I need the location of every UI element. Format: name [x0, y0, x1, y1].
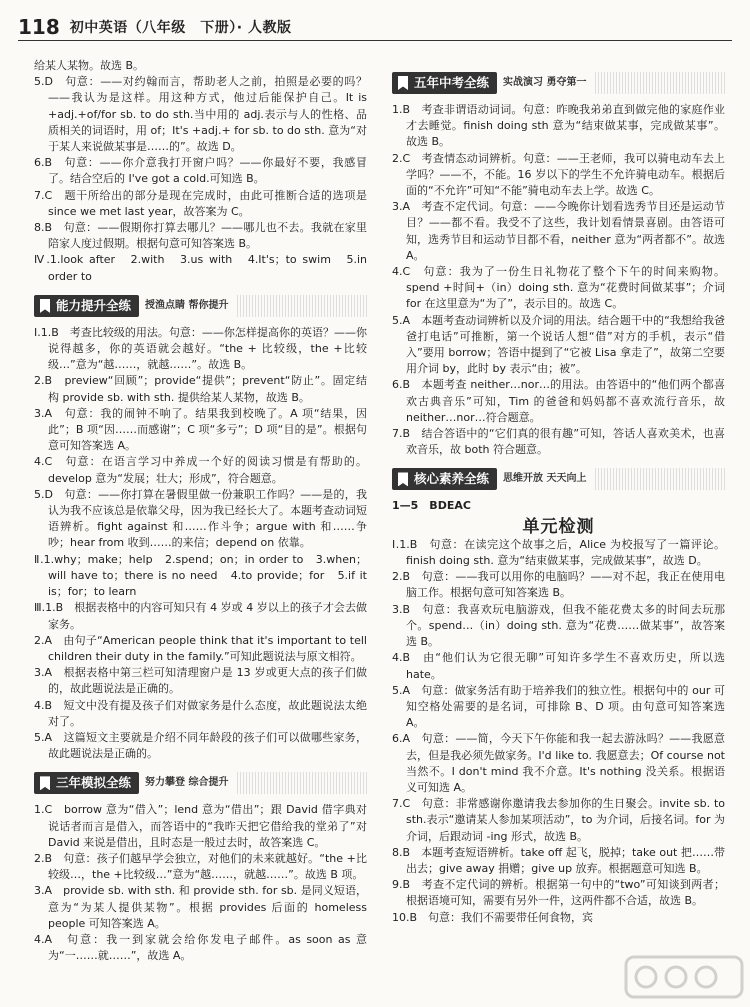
answer-item: 6.B 本题考查 neither…nor…的用法。由答语中的“他们两个都喜欢古典音乐”可知，Tim 的爸爸和妈妈都不喜欢流行音乐，故 neither…nor…符合题意。: [392, 378, 725, 424]
answer-item: 7.C 句意：非常感谢你邀请我去参加你的生日聚会。invite sb. to sth.表示“邀请某人参加某项活动”，to 为介词，后接名词。for 为介词，后跟动词 -ing 形式，故选 B。: [392, 797, 725, 843]
answer-item: 5.A 这篇短文主要就是介绍不同年龄段的孩子们可以做哪些家务，故此题说法是正确的。: [34, 730, 367, 761]
bookmark-icon: [40, 299, 50, 313]
banner-subtitle: 实战演习 勇夺第一: [503, 76, 587, 88]
banner-rule: [595, 72, 726, 94]
answer-item: 8.B 本题考查短语辨析。take off 起飞，脱掉；take out 把……带出去；give away 捐赠；give up 放弃。根据题意可知选 B。: [392, 845, 725, 875]
banner-subtitle: 思维开放 天天向上: [503, 473, 587, 485]
bookmark-icon: [40, 776, 50, 790]
section-banner-five-year: [392, 72, 725, 94]
banner-title: 核心素养全练: [414, 471, 490, 487]
answer-item: 4.A 句意：我一到家就会给你发电子邮件。as soon as 意为“一……就……”，故选 A。: [34, 932, 367, 963]
answer-item: Ⅰ.1.B 句意：在读完这个故事之后，Alice 为校报写了一篇评论。finish doing sth. 意为“结束做某事，完成做某事”，故选 D。: [392, 537, 725, 568]
left-column: [34, 58, 367, 964]
header-rule: [18, 40, 732, 41]
page-number: 118: [18, 15, 60, 39]
answer-item: 9.B 考查不定代词的辨析。根据第一句中的“two”可知谈到两者；根据语境可知，需要有另外一件，这两件都不合适，故选 B。: [392, 878, 725, 908]
banner-rule: [237, 772, 368, 794]
answer-item: 2.B preview“回顾”；provide“提供”；prevent“防止”。固定结构 provide sb. with sth. 提供给某人某物，故选 B。: [34, 374, 367, 404]
bookmark-icon: [398, 472, 408, 486]
banner-subtitle: 努力攀登 综合提升: [145, 777, 229, 789]
answer-item: 4.B 由“他们认为它很无聊”可知许多学生不喜欢历史，所以选 hate。: [392, 651, 725, 681]
banner-label: [34, 772, 139, 794]
banner-title: 五年中考全练: [414, 74, 490, 90]
banner-title: 能力提升全练: [56, 297, 132, 313]
answer-item: 1.C borrow 意为“借入”；lend 意为“借出”；跟 David 借字典对说话者而言是借入，而答语中的“我昨天把它借给我的堂弟了”对 David 来说是借出，且时态是一般过去时，故答案选 C。: [34, 803, 367, 849]
answer-item: Ⅳ.1.look after 2.with 3.us with 4.It's；to swim 5.in order to: [34, 253, 367, 283]
answers-ability: [34, 325, 367, 762]
banner-rule: [595, 468, 726, 490]
answer-item: 7.B 结合答语中的“它们真的很有趣”可知，答话人喜欢美术，也喜欢音乐，故 both 符合题意。: [392, 427, 725, 457]
answer-item: 5.A 句意：做家务活有助于培养我们的独立性。根据句中的 our 可知空格处需要的是名词，可排除 B、D 项。由句意可知答案选 A。: [392, 683, 725, 730]
answers-pre: [34, 58, 367, 285]
answer-item: 8.B 句意：——假期你打算去哪儿？——哪儿也不去。我就在家里陪家人度过假期。根据句意可知答案选 B。: [34, 221, 367, 251]
answer-item: 2.B 句意：——我可以用你的电脑吗？——对不起，我正在使用电脑工作。根据句意可知答案选 B。: [392, 570, 725, 600]
answers-unit-test: [392, 537, 725, 926]
answer-item: 3.A 句意：我的闹钟不响了。结果我到校晚了。A 项“结果，因此”；B 项“因……而感谢”；C 项“多亏”；D 项“目的是”。根据句意可知答案选 A。: [34, 406, 367, 453]
book-title: 初中英语（八年级 下册）· 人教版: [69, 20, 292, 36]
section-banner-ability: [34, 295, 367, 317]
answer-item: 3.A 考查不定代词。句意：——今晚你计划看选秀节目还是运动节目？——都不看。我受不了这些，我计划看情景喜剧。由答语可知，选秀节目和运动节目都不看，neither 意为“两者都不”。故选 A。: [392, 200, 725, 262]
answer-item: Ⅱ.1.why；make；help 2.spend；on；in order to 3.when；will have to；there is no need 4.to provide；for 5.if it is；for；to learn: [34, 552, 367, 599]
answer-item: 3.A provide sb. with sth. 和 provide sth. for sb. 是同义短语，意为“为某人提供某物”。根据 provides 后面的 homeless people 可知答案选 A。: [34, 884, 367, 930]
banner-label: [34, 295, 139, 317]
banner-subtitle: 授渔点睛 帮你提升: [145, 299, 229, 311]
right-column: [392, 72, 725, 926]
answer-item: 2.B 句意：孩子们越早学会独立，对他们的未来就越好。“the +比较级…，the +比较级…”意为“越……，就越……”。故选 B 项。: [34, 851, 367, 882]
answer-item: 10.B 句意：我们不需要带任何食物，宾: [392, 910, 594, 924]
answer-item: 2.C 考查情态动词辨析。句意：——王老师，我可以骑电动车去上学吗？——不，不能。16 岁以下的学生不允许骑电动车。根据后面的“不允许”可知“不能”骑电动车去上学。故选 C。: [392, 151, 725, 198]
answer-item: 3.B 句意：我喜欢玩电脑游戏，但我不能花费太多的时间去玩那个。spend…（in）doing sth. 意为“花费……做某事”，故答案选 B。: [392, 602, 725, 649]
banner-title: 三年模拟全练: [56, 775, 132, 791]
answer-item: 2.A 由句子“American people think that it's important to tell children their duty in the family.”可知此题说法与原文相符。: [34, 633, 367, 663]
answer-item: 6.A 句意：——简，今天下午你能和我一起去游泳吗？——我愿意去，但是我必须先做家务。I'd like to. 我愿意去；Of course not 当然不。I don't mind 我不介意。It's nothing 没关系。根据语义可知选 A。: [392, 732, 725, 794]
answer-item: 4.C 句意：在语言学习中养成一个好的阅读习惯是有帮助的。develop 意为“发展；壮大；形成”，符合题意。: [34, 455, 367, 485]
core-answer: 1—5 BDEAC: [392, 499, 471, 513]
section-title: 单元检测: [522, 516, 595, 537]
answer-item: 4.B 短文中没有提及孩子们对做家务是什么态度，故此题说法太绝对了。: [34, 698, 367, 728]
answer-item: 4.C 句意：我为了一份生日礼物花了整个下午的时间来购物。spend +时间+（in）doing sth. 意为“花费时间做某事”；介词 for 在这里意为“为了”，表示目的。故选 C。: [392, 265, 725, 311]
watermark-logo: [624, 953, 744, 1001]
answer-item: 6.B 句意：——你介意我打开窗户吗？——你最好不要，我感冒了。结合空后的 I've got a cold.可知选 B。: [34, 156, 367, 186]
answer-item: 5.D 句意：——你打算在暑假里做一份兼职工作吗？——是的，我认为我不应该总是依靠父母，因为我已经长大了。本题考查动词短语辨析。fight against 和……作斗争；argue with 和……争吵；hear from 收到……的来信；depend on 依靠。: [34, 487, 367, 550]
banner-label: [392, 468, 497, 490]
page-header: [18, 8, 732, 38]
answer-item: 7.C 题干所给出的部分是现在完成时，由此可推断合适的选项是 since we met last year，故答案为 C。: [34, 188, 367, 218]
answer-item: 3.A 根据表格中第三栏可知清理窗户是 13 岁或更大点的孩子们做的，故此题说法是正确的。: [34, 666, 367, 696]
bookmark-icon: [398, 76, 408, 90]
answer-item: 5.D 句意：——对约翰而言，帮助老人之前，拍照是必要的吗？——我认为是这样。用这种方式，他过后能保护自己。It is +adj.+of/for sb. to do sth.当中用的 adj.表示与人的性格、品质相关的词语时，用 of；It's +adj.+ for sb. to do sth. 意为“对于某人来说做某事是……的”。故选 D。: [34, 75, 367, 154]
answer-item: Ⅰ.1.B 考查比较级的用法。句意：——你怎样提高你的英语？——你说得越多，你的英语就会越好。“the + 比较级，the +比较级…”意为“越……，就越……”。故选 B。: [34, 325, 367, 372]
banner-label: [392, 72, 497, 94]
answers-five-year: [392, 102, 725, 458]
answer-item: 给某人某物。故选 B。: [34, 59, 145, 72]
section-banner-three-year: [34, 772, 367, 794]
section-banner-core: [392, 468, 725, 490]
answer-item: 1.B 考查非谓语动词词。句意：昨晚我弟弟直到做完他的家庭作业才去睡觉。finish doing sth 意为“结束做某事，完成做某事”。故选 B。: [392, 103, 725, 149]
answers-three-year: [34, 802, 367, 964]
banner-rule: [237, 295, 368, 317]
answer-item: Ⅲ.1.B 根据表格中的内容可知只有 4 岁或 4 岁以上的孩子才会去做家务。: [34, 601, 367, 631]
answer-item: 5.A 本题考查动词辨析以及介词的用法。结合题干中的“我想给我爸爸打电话”可推断，第一个说话人想“借”对方的手机，表示“借入”要用 borrow；答语中提到了“它被 Lisa 拿走了”，故第二空要用介词 by，此时 by 表示“由；被”。: [392, 313, 725, 376]
